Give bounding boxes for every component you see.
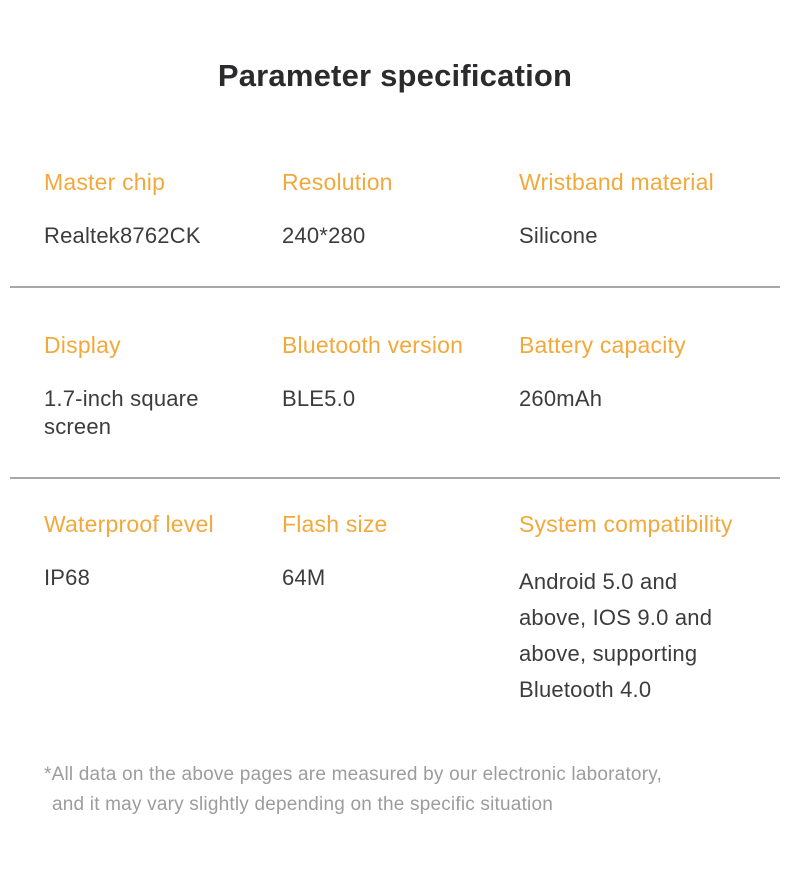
spec-row-2 <box>0 288 790 441</box>
spec-row-3 <box>0 479 790 708</box>
spec-item-flash-size <box>282 511 519 708</box>
spec-item-system-compatibility <box>519 511 756 708</box>
spec-row-1 <box>0 95 790 250</box>
footnote-line-1: *All data on the above pages are measured by our electronic laboratory, <box>44 764 662 785</box>
spec-value-system-compatibility: Android 5.0 and above, IOS 9.0 and above, supporting Bluetooth 4.0 <box>519 569 713 702</box>
spec-value-bluetooth-version: BLE5.0 <box>282 386 356 411</box>
spec-label-bluetooth-version: Bluetooth version <box>282 332 464 358</box>
spec-value-waterproof-level: IP68 <box>44 565 91 590</box>
spec-label-wristband-material: Wristband material <box>519 169 714 195</box>
spec-item-bluetooth-version <box>282 332 519 441</box>
spec-label-waterproof-level: Waterproof level <box>44 511 214 537</box>
spec-label-resolution: Resolution <box>282 169 393 195</box>
spec-item-wristband-material <box>519 169 756 250</box>
spec-label-battery-capacity: Battery capacity <box>519 332 686 358</box>
spec-label-master-chip: Master chip <box>44 169 166 195</box>
spec-item-waterproof-level <box>44 511 282 708</box>
spec-value-wristband-material: Silicone <box>519 223 598 248</box>
page-title: Parameter specification <box>217 58 573 93</box>
spec-label-flash-size: Flash size <box>282 511 388 537</box>
spec-item-display <box>44 332 282 441</box>
spec-value-battery-capacity: 260mAh <box>519 386 603 411</box>
spec-value-display: 1.7-inch square screen <box>44 386 199 439</box>
spec-value-master-chip: Realtek8762CK <box>44 223 201 248</box>
spec-label-system-compatibility: System compatibility <box>519 511 733 537</box>
spec-label-display: Display <box>44 332 121 358</box>
footnote-line-2: and it may vary slightly depending on the specific situation <box>52 794 553 815</box>
spec-item-resolution <box>282 169 519 250</box>
footnote <box>44 760 790 820</box>
spec-value-flash-size: 64M <box>282 565 326 590</box>
spec-item-master-chip <box>44 169 282 250</box>
spec-item-battery-capacity <box>519 332 756 441</box>
spec-value-resolution: 240*280 <box>282 223 366 248</box>
